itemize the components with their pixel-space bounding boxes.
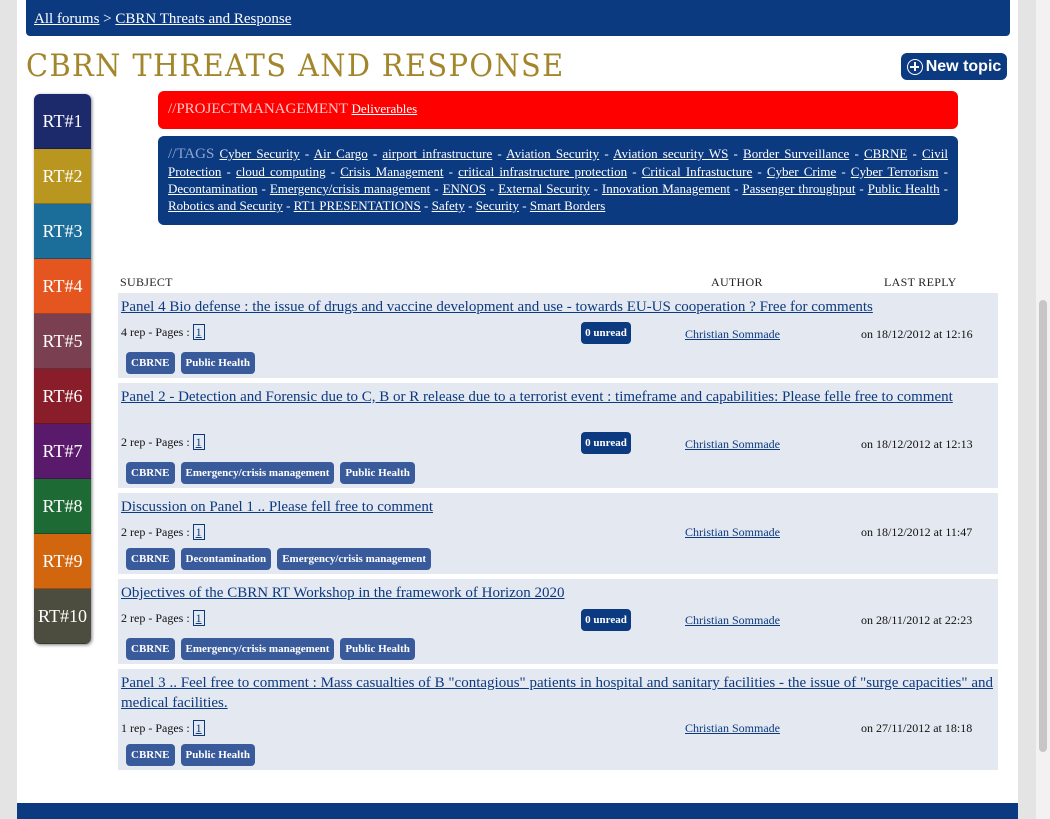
tag-links: Cyber Security - Air Cargo - airport infrastructure - Aviation Security - Aviation security WS - Border Surveillance - CBRNE - Civil Protection - cloud computing - Crisis Management - critical infrastructure protection - Critical Infrastucture - Cyber Crime - Cyber Terrorism - Decontamination - Emergency/crisis management - ENNOS - External Security - Innovation Management - Passenger throughput - Public Health - Robotics and Security - RT1 PRESENTATIONS - Safety - Security - Smart Borders xyxy=(168,146,948,213)
topic-tags xyxy=(126,638,415,660)
new-topic-label: New topic xyxy=(925,57,1002,75)
topic-row xyxy=(118,493,998,574)
rt-nav-item-10[interactable]: RT#10 xyxy=(34,589,91,644)
topic-tags xyxy=(126,462,415,484)
tag-link[interactable]: Border Surveillance xyxy=(743,146,850,161)
rt-nav-item-5[interactable]: RT#5 xyxy=(34,314,91,369)
unread-badge[interactable]: 0 unread xyxy=(581,432,631,454)
topic-tag[interactable]: CBRNE xyxy=(126,744,175,766)
breadcrumb-all-forums[interactable]: All forums xyxy=(34,11,100,27)
tag-link[interactable]: Emergency/crisis management xyxy=(269,181,431,196)
topic-title-link[interactable]: Panel 2 - Detection and Forensic due to C, B or R release due to a terrorist event : timeframe and capabilities: Please felle free to comment xyxy=(121,389,953,405)
rt-nav-item-1[interactable]: RT#1 xyxy=(34,94,91,149)
topic-author-link[interactable]: Christian Sommade xyxy=(685,525,780,539)
topic-tag[interactable]: CBRNE xyxy=(126,638,175,660)
topic-title-link[interactable]: Objectives of the CBRN RT Workshop in the framework of Horizon 2020 xyxy=(121,585,565,601)
tag-link[interactable]: CBRNE xyxy=(863,146,908,161)
tag-link[interactable]: RT1 PRESENTATIONS xyxy=(293,198,421,213)
tag-link[interactable]: Cyber Crime xyxy=(766,164,837,179)
topic-tag[interactable]: Public Health xyxy=(340,462,414,484)
rt-navigation xyxy=(34,94,91,644)
topic-tags xyxy=(126,352,255,374)
topic-title-link[interactable]: Panel 4 Bio defense : the issue of drugs and vaccine development and use - towards EU-US cooperation ? Free for comments xyxy=(121,299,873,315)
topic-replies-text: 4 rep - Pages : xyxy=(121,325,190,339)
topic-row xyxy=(118,579,998,664)
topic-tag[interactable]: CBRNE xyxy=(126,462,175,484)
topic-author-link[interactable]: Christian Sommade xyxy=(685,437,780,451)
breadcrumb xyxy=(26,0,1010,36)
topic-page-link[interactable]: 1 xyxy=(193,434,205,450)
tag-link[interactable]: cloud computing xyxy=(236,164,326,179)
topic-tag[interactable]: Public Health xyxy=(181,352,255,374)
topic-last-reply: on 28/11/2012 at 22:23 xyxy=(861,613,973,627)
topic-author-link[interactable]: Christian Sommade xyxy=(685,327,780,341)
topic-title-link[interactable]: Discussion on Panel 1 .. Please fell free to comment xyxy=(121,499,434,515)
tag-link[interactable]: Decontamination xyxy=(168,181,258,196)
tag-link[interactable]: ENNOS xyxy=(442,181,486,196)
scrollbar-thumb[interactable] xyxy=(1039,300,1047,752)
project-management-label: //PROJECTMANAGEMENT xyxy=(168,101,348,117)
plus-circle-icon xyxy=(907,59,923,75)
topic-last-reply: on 18/12/2012 at 12:13 xyxy=(861,437,973,451)
topic-last-reply: on 18/12/2012 at 12:16 xyxy=(861,327,973,341)
topic-tag[interactable]: CBRNE xyxy=(126,352,175,374)
tag-link[interactable]: Aviation security WS xyxy=(613,146,729,161)
topic-tag[interactable]: Emergency/crisis management xyxy=(181,462,335,484)
rt-nav-item-6[interactable]: RT#6 xyxy=(34,369,91,424)
column-header-author: AUTHOR xyxy=(711,275,763,289)
tag-link[interactable]: Security xyxy=(475,198,520,213)
topic-last-reply: on 27/11/2012 at 18:18 xyxy=(861,721,973,735)
topic-tag[interactable]: CBRNE xyxy=(126,548,175,570)
rt-nav-item-8[interactable]: RT#8 xyxy=(34,479,91,534)
tag-link[interactable]: Robotics and Security xyxy=(168,198,283,213)
tag-link[interactable]: Safety xyxy=(431,198,465,213)
topic-title-link[interactable]: Panel 3 .. Feel free to comment : Mass casualties of B "contagious" patients in hospital and sanitary facilities - the issue of "surge capacities" and medical facilities. xyxy=(121,675,993,711)
project-management-bar xyxy=(158,91,958,129)
tag-link[interactable]: Critical Infrastucture xyxy=(641,164,753,179)
topic-tags xyxy=(126,548,431,570)
unread-badge[interactable]: 0 unread xyxy=(581,322,631,344)
footer-bar xyxy=(17,803,1018,819)
topic-replies xyxy=(121,324,205,340)
tag-link[interactable]: Cyber Security xyxy=(219,146,300,161)
tag-link[interactable]: Aviation Security xyxy=(506,146,600,161)
topic-row xyxy=(118,383,998,488)
tags-label: //TAGS xyxy=(168,146,215,162)
tag-link[interactable]: Smart Borders xyxy=(529,198,606,213)
page-title: CBRN THREATS AND RESPONSE xyxy=(26,48,565,84)
topic-last-reply: on 18/12/2012 at 11:47 xyxy=(861,525,973,539)
topic-author-link[interactable]: Christian Sommade xyxy=(685,721,780,735)
column-header-last-reply: LAST REPLY xyxy=(884,275,957,289)
tag-link[interactable]: Civil Protection xyxy=(168,146,948,179)
tags-box xyxy=(158,136,958,225)
topic-tag[interactable]: Emergency/crisis management xyxy=(277,548,431,570)
tag-link[interactable]: Air Cargo xyxy=(313,146,368,161)
topic-replies xyxy=(121,524,205,540)
rt-nav-item-4[interactable]: RT#4 xyxy=(34,259,91,314)
tag-link[interactable]: Crisis Management xyxy=(340,164,444,179)
topic-row xyxy=(118,293,998,378)
topic-tag[interactable]: Public Health xyxy=(340,638,414,660)
tag-link[interactable]: airport infrastructure xyxy=(382,146,493,161)
rt-nav-item-2[interactable]: RT#2 xyxy=(34,149,91,204)
topic-page-link[interactable]: 1 xyxy=(193,720,205,736)
topic-author-link[interactable]: Christian Sommade xyxy=(685,613,780,627)
topic-replies-text: 2 rep - Pages : xyxy=(121,435,190,449)
rt-nav-item-3[interactable]: RT#3 xyxy=(34,204,91,259)
topic-page-link[interactable]: 1 xyxy=(193,324,205,340)
topic-tag[interactable]: Emergency/crisis management xyxy=(181,638,335,660)
rt-nav-item-7[interactable]: RT#7 xyxy=(34,424,91,479)
topic-page-link[interactable]: 1 xyxy=(193,524,205,540)
topic-replies xyxy=(121,720,205,736)
unread-badge[interactable]: 0 unread xyxy=(581,609,631,631)
topic-replies xyxy=(121,610,205,626)
tag-link[interactable]: Public Health xyxy=(867,181,940,196)
topic-replies-text: 1 rep - Pages : xyxy=(121,721,190,735)
column-header-subject: SUBJECT xyxy=(120,275,173,289)
topic-page-link[interactable]: 1 xyxy=(193,610,205,626)
topic-tag[interactable]: Decontamination xyxy=(181,548,272,570)
deliverables-link[interactable]: Deliverables xyxy=(351,101,418,116)
breadcrumb-separator: > xyxy=(103,11,112,27)
topic-replies xyxy=(121,434,205,450)
topic-replies-text: 2 rep - Pages : xyxy=(121,611,190,625)
rt-nav-item-9[interactable]: RT#9 xyxy=(34,534,91,589)
topic-replies-text: 2 rep - Pages : xyxy=(121,525,190,539)
tag-link[interactable]: Passenger throughput xyxy=(742,181,856,196)
topic-tag[interactable]: Public Health xyxy=(181,744,255,766)
breadcrumb-current-forum[interactable]: CBRN Threats and Response xyxy=(115,11,292,27)
tag-link[interactable]: External Security xyxy=(498,181,590,196)
tag-link[interactable]: critical infrastructure protection xyxy=(458,164,628,179)
topic-row xyxy=(118,669,998,770)
tag-link[interactable]: Innovation Management xyxy=(601,181,731,196)
tag-link[interactable]: Cyber Terrorism xyxy=(850,164,939,179)
new-topic-button[interactable] xyxy=(901,53,1007,80)
topic-tags xyxy=(126,744,255,766)
